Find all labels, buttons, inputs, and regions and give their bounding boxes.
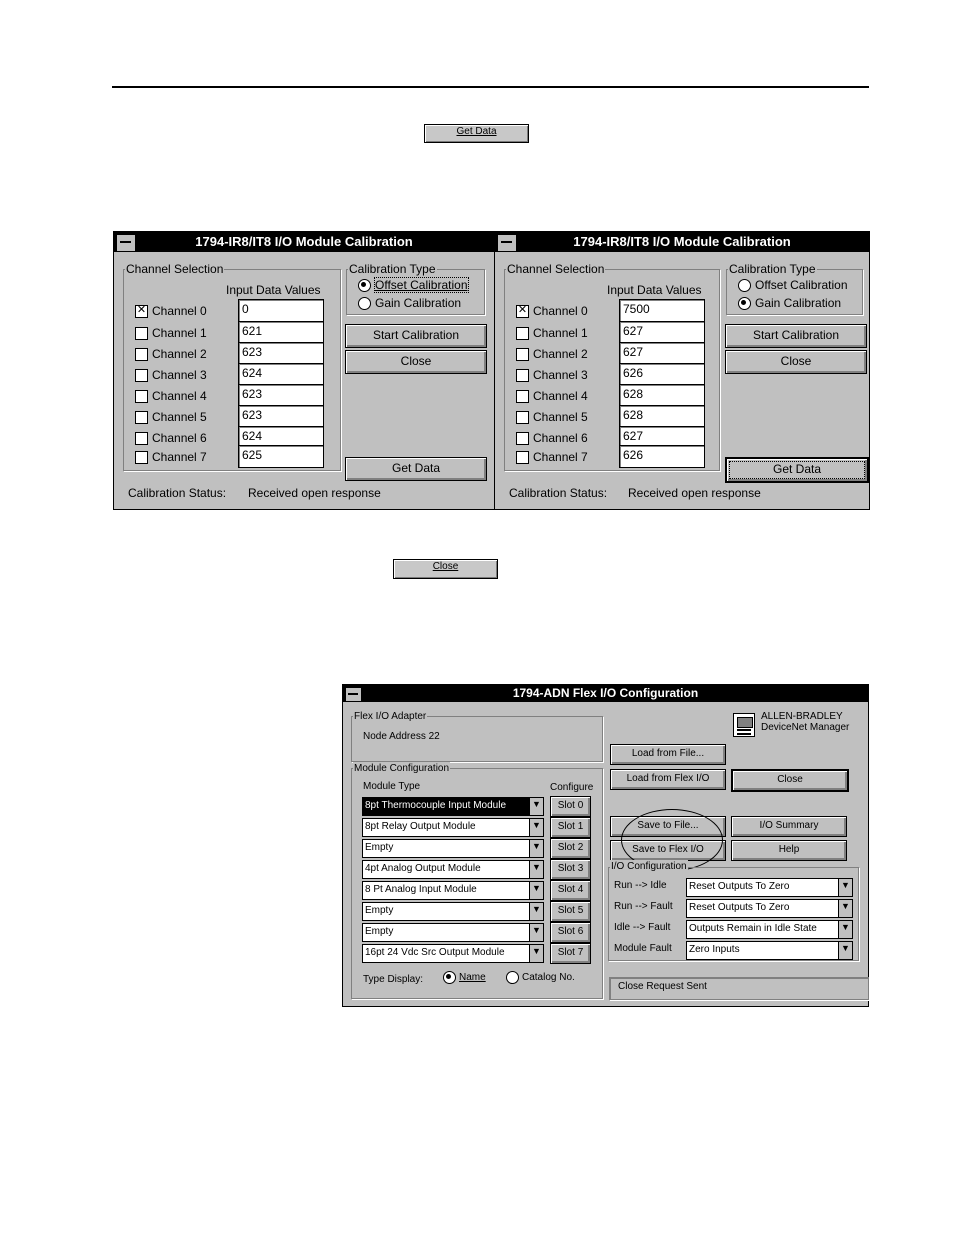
dropdown-arrow-icon[interactable]: ▼ (529, 797, 544, 816)
status-bar: Close Request Sent (609, 977, 869, 1000)
input-data-value-field[interactable]: 626 (619, 363, 705, 386)
input-data-values-header: Input Data Values (226, 283, 321, 297)
help-button[interactable]: Help (731, 840, 847, 861)
channel-checkbox[interactable] (135, 411, 148, 424)
channel-checkbox[interactable] (135, 432, 148, 445)
window-title: 1794-IR8/IT8 I/O Module Calibration (573, 234, 791, 249)
module-type-header: Module Type (363, 781, 421, 792)
channel-label: Channel 5 (533, 410, 588, 424)
slot-button[interactable]: Slot 0 (550, 796, 591, 817)
io-config-combo[interactable]: Zero Inputs (686, 941, 842, 960)
channel-label: Channel 7 (533, 450, 588, 464)
module-type-combo[interactable]: Empty (362, 923, 533, 942)
channel-checkbox[interactable] (516, 411, 529, 424)
name-radio[interactable] (443, 971, 456, 984)
channel-checkbox[interactable] (516, 348, 529, 361)
channel-checkbox[interactable] (135, 390, 148, 403)
channel-label: Channel 2 (152, 347, 207, 361)
io-configuration-label: I/O Configuration (611, 861, 687, 872)
gain-calibration-radio[interactable] (358, 297, 371, 310)
input-data-value-field[interactable]: 623 (238, 342, 324, 365)
channel-checkbox[interactable] (135, 348, 148, 361)
close-button[interactable]: Close (731, 769, 849, 792)
input-data-value-field[interactable]: 7500 (619, 299, 705, 322)
io-config-combo[interactable]: Reset Outputs To Zero (686, 878, 842, 897)
system-menu-icon[interactable] (116, 234, 136, 252)
slot-button[interactable]: Slot 1 (550, 817, 591, 838)
module-type-combo[interactable]: 8 Pt Analog Input Module (362, 881, 533, 900)
io-config-label: Run --> Idle (614, 880, 667, 891)
title-bar (114, 232, 494, 252)
io-config-combo[interactable]: Reset Outputs To Zero (686, 899, 842, 918)
input-data-value-field[interactable]: 623 (238, 384, 324, 407)
brand-product: DeviceNet Manager (761, 722, 850, 733)
name-option-label: Name (459, 972, 486, 983)
close-sample-button[interactable]: Close (393, 559, 498, 579)
channel-label: Channel 0 (152, 304, 207, 318)
channel-label: Channel 2 (533, 347, 588, 361)
slot-button[interactable]: Slot 2 (550, 838, 591, 859)
dropdown-arrow-icon[interactable]: ▼ (529, 839, 544, 858)
window-title: 1794-IR8/IT8 I/O Module Calibration (195, 234, 413, 249)
channel-label: Channel 4 (152, 389, 207, 403)
channel-checkbox[interactable]: ✕ (136, 304, 147, 316)
input-data-value-field[interactable]: 628 (619, 384, 705, 407)
input-data-value-field[interactable]: 0 (238, 299, 324, 322)
channel-checkbox[interactable] (516, 390, 529, 403)
load-from-flex-io-button[interactable]: Load from Flex I/O (610, 769, 726, 790)
offset-calibration-radio[interactable] (738, 279, 751, 292)
start-calibration-button[interactable]: Start Calibration (725, 324, 867, 348)
dropdown-arrow-icon[interactable]: ▼ (529, 818, 544, 837)
module-type-combo[interactable]: 16pt 24 Vdc Src Output Module (362, 944, 533, 963)
channel-checkbox[interactable] (516, 432, 529, 445)
node-address: Node Address 22 (363, 731, 440, 742)
module-type-combo[interactable]: 8pt Relay Output Module (362, 818, 533, 837)
get-data-button[interactable]: Get Data (725, 457, 869, 483)
calibration-type-label: Calibration Type (729, 262, 816, 276)
slot-button[interactable]: Slot 5 (550, 901, 591, 922)
io-summary-button[interactable]: I/O Summary (731, 816, 847, 837)
close-button[interactable]: Close (725, 350, 867, 374)
channel-label: Channel 3 (533, 368, 588, 382)
start-calibration-button[interactable]: Start Calibration (345, 324, 487, 348)
dropdown-arrow-icon[interactable]: ▼ (529, 881, 544, 900)
calibration-status-label: Calibration Status: (128, 486, 227, 500)
channel-label: Channel 1 (533, 326, 588, 340)
calibration-status-value: Received open response (248, 486, 381, 500)
configure-header: Configure (550, 782, 594, 793)
channel-label: Channel 4 (533, 389, 588, 403)
input-data-value-field[interactable]: 628 (619, 405, 705, 428)
offset-calibration-label: Offset Calibration (755, 278, 848, 292)
channel-checkbox[interactable] (135, 369, 148, 382)
catalog-no-radio[interactable] (506, 971, 519, 984)
title-bar (343, 685, 868, 702)
dropdown-arrow-icon[interactable]: ▼ (529, 944, 544, 963)
module-type-combo[interactable]: 4pt Analog Output Module (362, 860, 533, 879)
input-data-value-field[interactable]: 627 (619, 426, 705, 449)
module-type-combo[interactable]: Empty (362, 839, 533, 858)
gain-calibration-label: Gain Calibration (755, 296, 842, 310)
channel-checkbox[interactable]: ✕ (517, 304, 528, 316)
dropdown-arrow-icon[interactable]: ▼ (838, 920, 853, 939)
module-type-combo[interactable]: 8pt Thermocouple Input Module (362, 797, 533, 816)
input-data-value-field[interactable]: 624 (238, 363, 324, 386)
input-data-value-field[interactable]: 626 (619, 445, 705, 468)
io-config-label: Run --> Fault (614, 901, 673, 912)
system-menu-icon[interactable] (497, 234, 517, 252)
input-data-value-field[interactable]: 627 (619, 321, 705, 344)
calibration-status-label: Calibration Status: (509, 486, 608, 500)
channel-label: Channel 6 (533, 431, 588, 445)
load-from-file-button[interactable]: Load from File... (610, 744, 726, 765)
channel-selection-label: Channel Selection (126, 262, 224, 276)
channel-label: Channel 1 (152, 326, 207, 340)
io-config-combo[interactable]: Outputs Remain in Idle State (686, 920, 842, 939)
channel-label: Channel 6 (152, 431, 207, 445)
slot-button[interactable]: Slot 4 (550, 880, 591, 901)
input-data-value-field[interactable]: 625 (238, 445, 324, 468)
channel-checkbox[interactable] (516, 327, 529, 340)
slot-button[interactable]: Slot 7 (550, 943, 591, 964)
flex-io-adapter-label: Flex I/O Adapter (354, 711, 427, 722)
calibration-window-right (494, 231, 870, 510)
offset-calibration-label: Offset Calibration (375, 278, 468, 292)
channel-checkbox[interactable] (135, 327, 148, 340)
dropdown-arrow-icon[interactable]: ▼ (529, 923, 544, 942)
window-title: 1794-ADN Flex I/O Configuration (512, 686, 699, 700)
catalog-option-label: Catalog No. (522, 972, 575, 983)
dropdown-arrow-icon[interactable]: ▼ (529, 860, 544, 879)
brand-name: ALLEN-BRADLEY (761, 711, 843, 722)
title-bar (495, 232, 869, 252)
dropdown-arrow-icon[interactable]: ▼ (838, 899, 853, 918)
slot-button[interactable]: Slot 6 (550, 922, 591, 943)
calibration-type-label: Calibration Type (349, 262, 436, 276)
io-config-label: Module Fault (614, 943, 672, 954)
calibration-window-left (113, 231, 495, 510)
channel-label: Channel 0 (533, 304, 588, 318)
channel-checkbox[interactable] (135, 451, 148, 464)
dropdown-arrow-icon[interactable]: ▼ (838, 878, 853, 897)
input-data-values-header: Input Data Values (607, 283, 702, 297)
gain-calibration-radio[interactable] (738, 297, 751, 310)
module-configuration-label: Module Configuration (354, 763, 450, 774)
channel-label: Channel 7 (152, 450, 207, 464)
dropdown-arrow-icon[interactable]: ▼ (838, 941, 853, 960)
input-data-value-field[interactable]: 624 (238, 426, 324, 449)
input-data-value-field[interactable]: 621 (238, 321, 324, 344)
get-data-button[interactable]: Get Data (345, 457, 487, 481)
close-button[interactable]: Close (345, 350, 487, 374)
slot-button[interactable]: Slot 3 (550, 859, 591, 880)
get-data-sample-button[interactable]: Get Data (424, 124, 529, 143)
gain-calibration-label: Gain Calibration (375, 296, 462, 310)
flex-io-config-window (342, 684, 869, 1007)
system-menu-icon[interactable] (345, 687, 362, 702)
channel-label: Channel 3 (152, 368, 207, 382)
header-rule (112, 86, 869, 88)
type-display-label: Type Display: (363, 974, 424, 985)
channel-checkbox[interactable] (516, 451, 529, 464)
calibration-status-value: Received open response (628, 486, 761, 500)
channel-checkbox[interactable] (516, 369, 529, 382)
input-data-value-field[interactable]: 623 (238, 405, 324, 428)
channel-label: Channel 5 (152, 410, 207, 424)
devicenet-manager-logo-icon (733, 713, 755, 737)
offset-calibration-radio[interactable] (358, 279, 371, 292)
save-to-flex-io-button[interactable]: Save to Flex I/O (610, 840, 726, 861)
module-type-combo[interactable]: Empty (362, 902, 533, 921)
dropdown-arrow-icon[interactable]: ▼ (529, 902, 544, 921)
save-to-file-button[interactable]: Save to File... (610, 816, 726, 837)
io-config-label: Idle --> Fault (614, 922, 671, 933)
input-data-value-field[interactable]: 627 (619, 342, 705, 365)
channel-selection-label: Channel Selection (507, 262, 605, 276)
